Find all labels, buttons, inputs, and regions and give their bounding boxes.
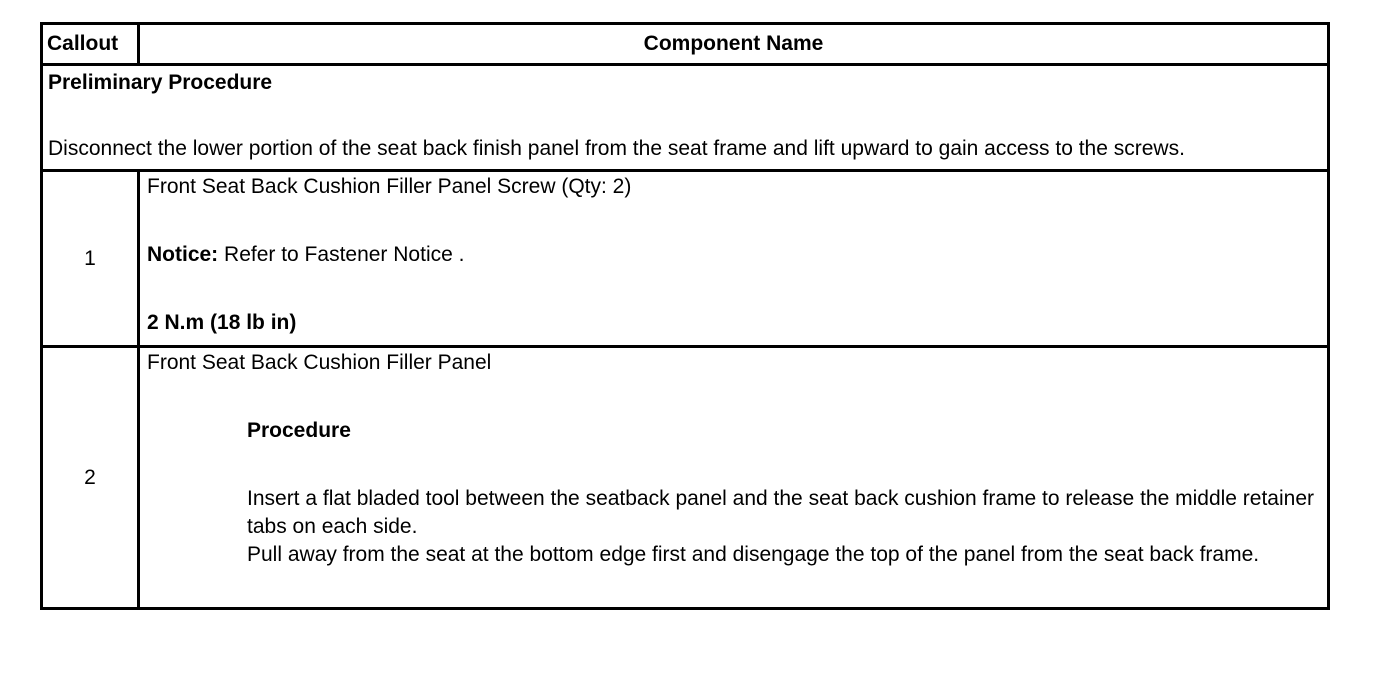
notice-label: Notice:	[147, 243, 219, 266]
component-name-column-header: Component Name	[139, 24, 1329, 65]
callout-number: 1	[42, 171, 139, 347]
table-header-row	[42, 24, 1329, 65]
table-row	[42, 347, 1329, 609]
procedure-step: Pull away from the seat at the bottom edge first and disengage the top of the panel from the seat back frame.	[247, 543, 1260, 566]
procedure-title: Procedure	[247, 419, 351, 442]
preliminary-procedure-row	[42, 65, 1329, 171]
callout-number: 2	[42, 347, 139, 609]
preliminary-procedure-cell	[42, 65, 1329, 171]
notice-line	[147, 241, 1319, 269]
notice-text: Refer to Fastener Notice .	[218, 243, 465, 266]
component-name: Front Seat Back Cushion Filler Panel Screw (Qty: 2)	[147, 175, 632, 198]
callout-column-header: Callout	[42, 24, 139, 65]
table-row	[42, 171, 1329, 347]
torque-spec: 2 N.m (18 lb in)	[147, 311, 297, 334]
component-name: Front Seat Back Cushion Filler Panel	[147, 351, 492, 374]
procedure-table	[40, 22, 1330, 610]
preliminary-procedure-text: Disconnect the lower portion of the seat back finish panel from the seat frame and lift upward to gain access to the screws.	[48, 137, 1185, 160]
component-cell	[139, 171, 1329, 347]
preliminary-procedure-title: Preliminary Procedure	[48, 71, 273, 94]
procedure-step: Insert a flat bladed tool between the seatback panel and the seat back cushion frame to release the middle retainer tabs on each side.	[247, 487, 1315, 538]
procedure-page	[40, 22, 1327, 610]
component-cell	[139, 347, 1329, 609]
